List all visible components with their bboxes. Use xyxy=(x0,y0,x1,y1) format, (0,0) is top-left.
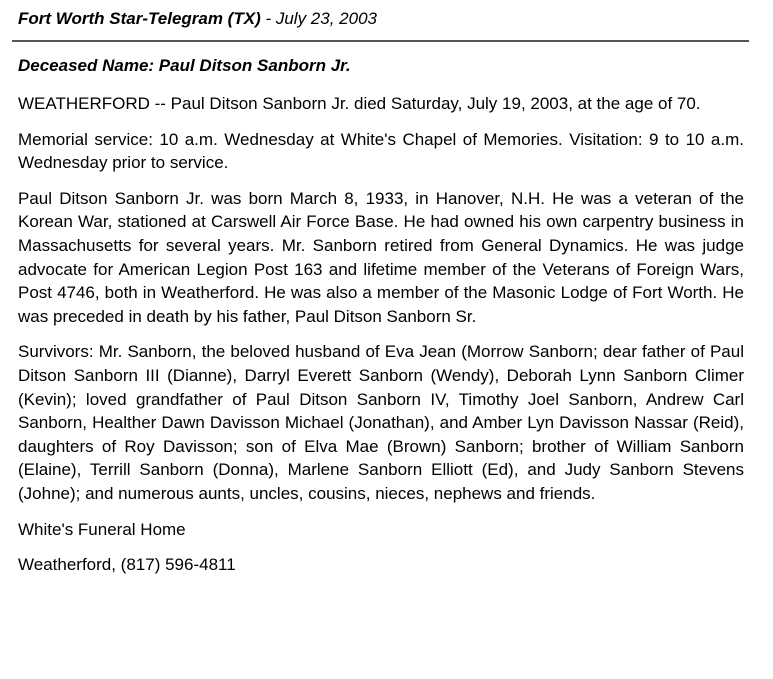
paragraph-service-details: Memorial service: 10 a.m. Wednesday at White's Chapel of Memories. Visitation: 9 to 10 a.m. Wednesday prior to service. xyxy=(18,129,744,173)
funeral-home-contact: Weatherford, (817) 596-4811 xyxy=(18,555,236,575)
paragraph-death-notice: WEATHERFORD -- Paul Ditson Sanborn Jr. died Saturday, July 19, 2003, at the age of 70. xyxy=(18,94,701,113)
header-divider xyxy=(12,40,749,42)
source-header xyxy=(18,9,377,29)
header-separator: - xyxy=(260,9,276,28)
deceased-name-heading: Deceased Name: Paul Ditson Sanborn Jr. xyxy=(18,56,351,75)
funeral-home-name: White's Funeral Home xyxy=(18,519,186,539)
newspaper-name: Fort Worth Star-Telegram (TX) xyxy=(18,9,261,28)
paragraph-survivors: Survivors: Mr. Sanborn, the beloved husband of Eva Jean (Morrow Sanborn; dear father of Paul Ditson Sanborn III (Dianne), Darryl Everett Sanborn (Wendy), Deborah Lynn Sanborn Climer (Kevin); loved grandfather of Paul Ditson Sanborn IV, Timothy Joel Sanborn, Andrew Carl Sanborn, Healther Dawn Davisson Michael (Jonathan), and Amber Lyn Davisson Nassar (Reid), daughters of Roy Davisson; son of Elva Mae (Brown) Sanborn; brother of William Sanborn (Elaine), Terrill Sanborn (Donna), Marlene Sanborn Elliott (Ed), and Judy Sanborn Stevens (Johne); and numerous aunts, uncles, cousins, nieces, nephews and friends. xyxy=(18,342,744,503)
obituary-body xyxy=(18,92,744,577)
publication-date: July 23, 2003 xyxy=(275,9,377,28)
paragraph-biography: Paul Ditson Sanborn Jr. was born March 8, 1933, in Hanover, N.H. He was a veteran of the Korean War, stationed at Carswell Air Force Base. He had owned his own carpentry business in Massachusetts for several years. Mr. Sanborn retired from General Dynamics. He was judge advocate for American Legion Post 163 and lifetime member of the Veterans of Foreign Wars, Post 4746, both in Weatherford. He was also a member of the Masonic Lodge of Fort Worth. He was preceded in death by his father, Paul Ditson Sanborn Sr. xyxy=(18,188,744,326)
